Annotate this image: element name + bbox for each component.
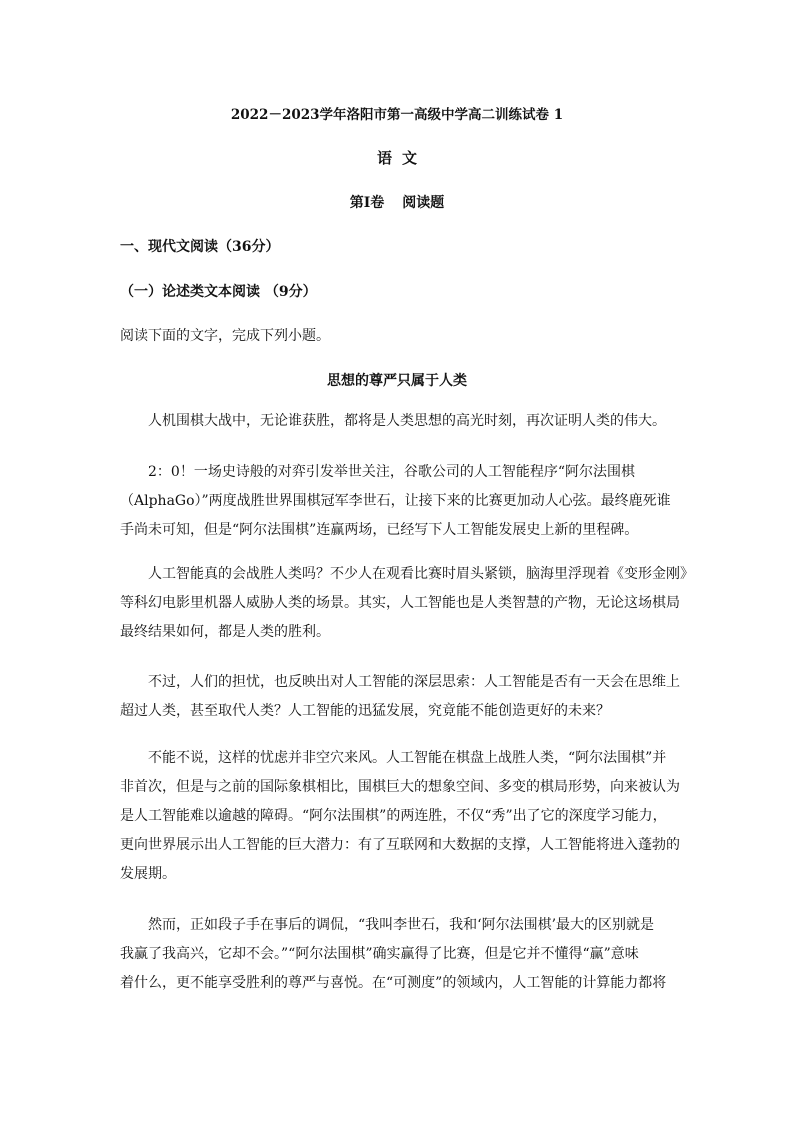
paragraph-line: 不能不说，这样的忧虑并非空穴来风。人工智能在棋盘上战胜人类，“阿尔法围棋”并 <box>148 750 667 766</box>
subsection-heading: （一）论述类文本阅读 （9分） <box>120 284 317 300</box>
subject-title: 语文 <box>376 149 427 167</box>
paragraph-line: 不过，人们的担忧，也反映出对人工智能的深层思索：人工智能是否有一天会在思维上 <box>148 674 680 690</box>
paragraph-line: 人工智能真的会战胜人类吗？不少人在观看比赛时眉头紧锁，脑海里浮现着《变形金刚》 <box>148 566 694 582</box>
volume-label: 第Ⅰ卷 <box>349 195 385 211</box>
paragraph-line: （AlphaGo）”两度战胜世界围棋冠军李世石，让接下来的比赛更加动人心弦。最终鹿死谁 <box>120 493 671 509</box>
paragraph-line: 2：0！一场史诗般的对弈引发举世关注，谷歌公司的人工智能程序“阿尔法围棋 <box>148 464 635 480</box>
paragraph <box>120 744 680 889</box>
paragraph-line: 超过人类，甚至取代人类？人工智能的迅猛发展，究竟能不能创造更好的未来？ <box>120 703 610 719</box>
paragraph-line: 等科幻电影里机器人威胁人类的场景。其实，人工智能也是人类智慧的产物，无论这场棋局 <box>120 595 680 611</box>
paragraph-line: 着什么，更不能享受胜利的尊严与喜悦。在“可测度”的领域内，人工智能的计算能力都将 <box>120 975 667 991</box>
article-title: 思想的尊严只属于人类 <box>327 373 467 389</box>
paragraph-line: 最终结果如何，都是人类的胜利。 <box>120 624 330 640</box>
volume-heading <box>0 192 794 212</box>
reading-instruction: 阅读下面的文字，完成下列小题。 <box>120 328 330 344</box>
paragraph-line: 发展期。 <box>120 866 176 882</box>
volume-name: 阅读题 <box>402 195 445 211</box>
paragraph <box>120 407 680 436</box>
paragraph-line: 非首次，但是与之前的国际象棋相比，围棋巨大的想象空间、多变的棋局形势，向来被认为 <box>120 779 680 795</box>
paragraph-line: 人机围棋大战中，无论谁获胜，都将是人类思想的高光时刻，再次证明人类的伟大。 <box>148 413 666 429</box>
exam-title: 2022－2023学年洛阳市第一高级中学高二训练试卷 1 <box>230 107 564 123</box>
paragraph-line: 手尚未可知，但是“阿尔法围棋”连赢两场，已经写下人工智能发展史上新的里程碑。 <box>120 522 639 538</box>
paragraph <box>120 911 680 998</box>
paragraph-line: 然而，正如段子手在事后的调侃，“我叫李世石，我和‘阿尔法围棋’最大的区别就是 <box>148 917 655 933</box>
paragraph <box>120 458 680 545</box>
paragraph-line: 是人工智能难以逾越的障碍。“阿尔法围棋”的两连胜，不仅“秀”出了它的深度学习能力， <box>120 808 667 824</box>
paragraph-line: 我赢了我高兴，它却不会。”“阿尔法围棋”确实赢得了比赛，但是它并不懂得“赢”意味 <box>120 946 639 962</box>
paragraph <box>120 668 680 726</box>
paragraph <box>120 560 694 647</box>
section-heading: 一、现代文阅读（36分） <box>120 239 280 255</box>
paragraph-line: 更向世界展示出人工智能的巨大潜力：有了互联网和大数据的支撑，人工智能将进入蓬勃的 <box>120 837 680 853</box>
